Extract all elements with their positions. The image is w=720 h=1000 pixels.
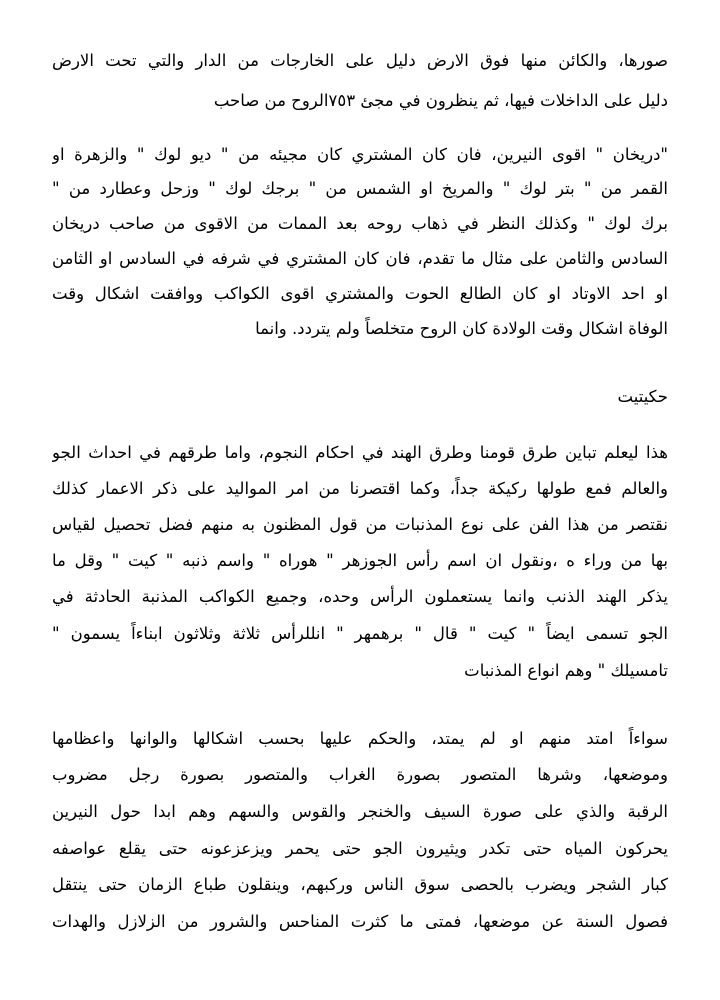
text-line: القمر من " بتر لوك " والمريخ او الشمس من " برجك لوك " وزحل وعطارد من " (52, 179, 668, 198)
text-line: بها من وراء ه ،ونقول ان اسم رأس الجوزهر " هوراه " واسم ذنبه " كيت " وقل ما (52, 551, 668, 570)
text-line: الوفاة اشكال وقت الولادة كان الروح متخلصاً ولم يتردد. وانما (255, 319, 668, 338)
text-line: والعالم فمع طولها ركيكة جداً، وكما اقتصرنا من امر المواليد على ذكر الاعمار كذلك (52, 479, 668, 498)
text-line: كبار الشجر ويضرب بالحصى سوق الناس وركبهم، وينقلون طباع الزمان حتى ينتقل (52, 875, 668, 894)
text-line: حكيتيت (617, 387, 668, 406)
text-line: يحركون المياه حتى تكدر ويثيرون الجو حتى يحمر ويزعزعونه حتى يقلع عواصفه (52, 839, 668, 858)
text-line: يذكر الهند الذنب وانما يستعملون الرأس وحده، وجميع الكواكب المذنبة الحادثة في (52, 587, 668, 606)
text-line: دليل على الداخلات فيها، ثم ينظرون في مجئ ٧٥٣الروح من صاحب (213, 91, 668, 110)
text-line: هذا ليعلم تباين طرق قومنا وطرق الهند في احكام النجوم، واما طرقهم في احداث الجو (52, 443, 668, 462)
text-line: السادس والثامن على مثال ما تقدم، فان كان المشتري في شرفه في السادس او الثامن (52, 249, 668, 268)
text-line: او احد الاوتاد او كان الطالع الحوت والمشتري اقوى الكواكب ووافقت اشكال وقت (52, 284, 668, 303)
text-line: تامسيلك " وهم انواع المذنبات (464, 661, 668, 680)
text-line: صورها، والكائن منها فوق الارض دليل على الخارجات من الدار والتي تحت الارض (52, 51, 668, 70)
text-line: الرقبة والذي على صورة السيف والخنجر والقوس والسهم وهم ابدا حول النيرين (52, 802, 668, 821)
text-line: فصول السنة عن موضعها، فمتى ما كثرت المناحس والشرور من الزلازل والهدات (52, 912, 668, 931)
text-line: سواءاً امتد منهم او لم يمتد، والحكم عليها بحسب اشكالها والوانها واعظامها (52, 729, 668, 748)
text-line: وموضعها، وشرها المتصور بصورة الغراب والمتصور بصورة رجل مضروب (52, 765, 668, 784)
text-line: برك لوك " وكذلك النظر في ذهاب روحه بعد الممات من الاقوى من صاحب دريخان (52, 214, 668, 233)
text-line: "دريخان " اقوى النيرين، فان كان المشتري كان مجيئه من " ديو لوك " والزهرة او (52, 145, 668, 164)
text-line: الجو تسمى ايضاً " كيت " قال " برهمهر " انللرأس ثلاثة وثلاثون ابناءاً يسمون " (52, 624, 668, 643)
text-line: نقتصر من هذا الفن على نوع المذنبات من قول المظنون به منهم فضل تحصيل لقياس (52, 515, 668, 534)
